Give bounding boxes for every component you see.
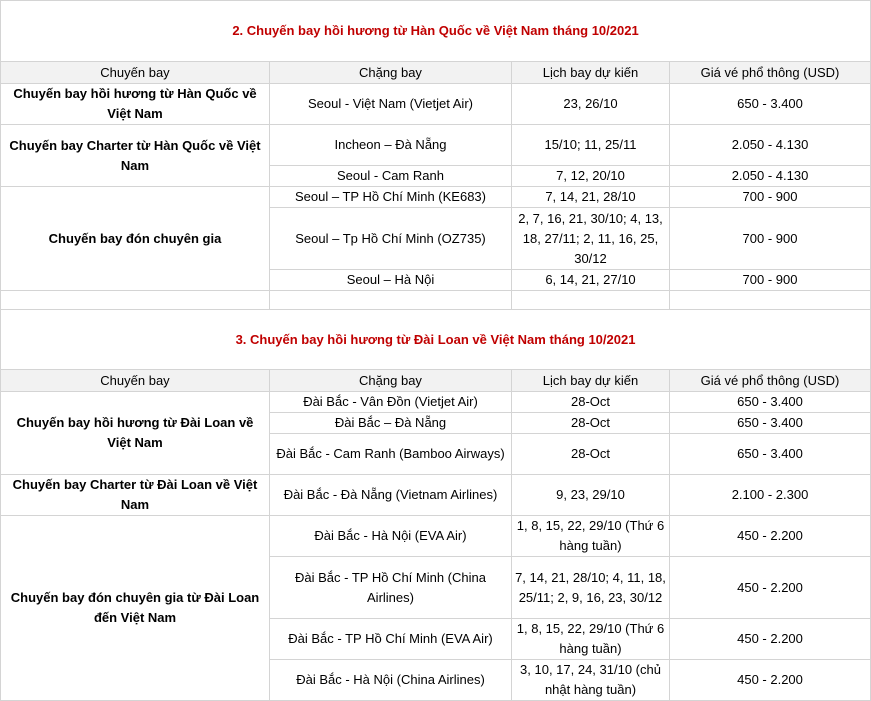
route-cell: Đài Bắc - Vân Đồn (Vietjet Air) xyxy=(270,392,512,413)
schedule-cell: 28-Oct xyxy=(512,413,670,434)
schedule-cell: 23, 26/10 xyxy=(512,84,670,125)
flight-group-name: Chuyến bay hồi hương từ Đài Loan về Việt Nam xyxy=(1,392,270,475)
route-cell: Seoul - Việt Nam (Vietjet Air) xyxy=(270,84,512,125)
schedule-cell: 7, 14, 21, 28/10; 4, 11, 18, 25/11; 2, 9, 16, 23, 30/12 xyxy=(512,557,670,619)
route-cell: Seoul – TP Hồ Chí Minh (KE683) xyxy=(270,187,512,208)
schedule-cell: 1, 8, 15, 22, 29/10 (Thứ 6 hàng tuần) xyxy=(512,516,670,557)
price-cell: 700 - 900 xyxy=(670,270,871,291)
price-cell: 700 - 900 xyxy=(670,187,871,208)
empty-cell xyxy=(270,291,512,310)
price-cell: 650 - 3.400 xyxy=(670,434,871,475)
route-cell: Đài Bắc – Đà Nẵng xyxy=(270,413,512,434)
empty-cell xyxy=(512,291,670,310)
table-row xyxy=(1,392,871,413)
schedule-cell: 1, 8, 15, 22, 29/10 (Thứ 6 hàng tuần) xyxy=(512,619,670,660)
column-header-route: Chặng bay xyxy=(270,62,512,84)
section-title: 2. Chuyến bay hồi hương từ Hàn Quốc về Việt Nam tháng 10/2021 xyxy=(1,1,871,62)
price-cell: 450 - 2.200 xyxy=(670,619,871,660)
column-header-flight: Chuyến bay xyxy=(1,370,270,392)
schedule-cell: 7, 14, 21, 28/10 xyxy=(512,187,670,208)
price-cell: 2.100 - 2.300 xyxy=(670,475,871,516)
column-header-price: Giá vé phổ thông (USD) xyxy=(670,370,871,392)
column-header-schedule: Lịch bay dự kiến xyxy=(512,370,670,392)
schedule-cell: 15/10; 11, 25/11 xyxy=(512,125,670,166)
schedule-cell: 28-Oct xyxy=(512,392,670,413)
schedule-cell: 2, 7, 16, 21, 30/10; 4, 13, 18, 27/11; 2, 11, 16, 25, 30/12 xyxy=(512,208,670,270)
empty-cell xyxy=(1,291,270,310)
flight-group-name: Chuyến bay đón chuyên gia từ Đài Loan đến Việt Nam xyxy=(1,516,270,701)
column-header-schedule: Lịch bay dự kiến xyxy=(512,62,670,84)
flight-group-name: Chuyến bay Charter từ Hàn Quốc về Việt Nam xyxy=(1,125,270,187)
flight-group-name: Chuyến bay Charter từ Đài Loan về Việt Nam xyxy=(1,475,270,516)
table-section-2 xyxy=(0,0,871,310)
column-header-price: Giá vé phổ thông (USD) xyxy=(670,62,871,84)
route-cell: Đài Bắc - TP Hồ Chí Minh (China Airlines) xyxy=(270,557,512,619)
route-cell: Seoul - Cam Ranh xyxy=(270,166,512,187)
schedule-cell: 7, 12, 20/10 xyxy=(512,166,670,187)
table-row xyxy=(1,84,871,125)
route-cell: Seoul – Tp Hồ Chí Minh (OZ735) xyxy=(270,208,512,270)
flight-group-name: Chuyến bay hồi hương từ Hàn Quốc về Việt Nam xyxy=(1,84,270,125)
table-section-3 xyxy=(0,309,871,701)
route-cell: Đài Bắc - Đà Nẵng (Vietnam Airlines) xyxy=(270,475,512,516)
price-cell: 2.050 - 4.130 xyxy=(670,166,871,187)
schedule-cell: 28-Oct xyxy=(512,434,670,475)
price-cell: 2.050 - 4.130 xyxy=(670,125,871,166)
route-cell: Đài Bắc - Hà Nội (EVA Air) xyxy=(270,516,512,557)
column-header-flight: Chuyến bay xyxy=(1,62,270,84)
empty-row xyxy=(1,291,871,310)
price-cell: 650 - 3.400 xyxy=(670,84,871,125)
route-cell: Đài Bắc - Hà Nội (China Airlines) xyxy=(270,660,512,701)
schedule-cell: 9, 23, 29/10 xyxy=(512,475,670,516)
price-cell: 650 - 3.400 xyxy=(670,413,871,434)
schedule-cell: 6, 14, 21, 27/10 xyxy=(512,270,670,291)
price-cell: 700 - 900 xyxy=(670,208,871,270)
column-header-route: Chặng bay xyxy=(270,370,512,392)
table-row xyxy=(1,125,871,166)
section-title: 3. Chuyến bay hồi hương từ Đài Loan về Việt Nam tháng 10/2021 xyxy=(1,310,871,370)
flight-group-name: Chuyến bay đón chuyên gia xyxy=(1,187,270,291)
price-cell: 450 - 2.200 xyxy=(670,516,871,557)
price-cell: 650 - 3.400 xyxy=(670,392,871,413)
empty-cell xyxy=(670,291,871,310)
route-cell: Đài Bắc - Cam Ranh (Bamboo Airways) xyxy=(270,434,512,475)
table-row xyxy=(1,475,871,516)
table-row xyxy=(1,516,871,557)
table-row xyxy=(1,187,871,208)
route-cell: Seoul – Hà Nội xyxy=(270,270,512,291)
price-cell: 450 - 2.200 xyxy=(670,660,871,701)
price-cell: 450 - 2.200 xyxy=(670,557,871,619)
route-cell: Incheon – Đà Nẵng xyxy=(270,125,512,166)
schedule-cell: 3, 10, 17, 24, 31/10 (chủ nhật hàng tuần) xyxy=(512,660,670,701)
route-cell: Đài Bắc - TP Hồ Chí Minh (EVA Air) xyxy=(270,619,512,660)
